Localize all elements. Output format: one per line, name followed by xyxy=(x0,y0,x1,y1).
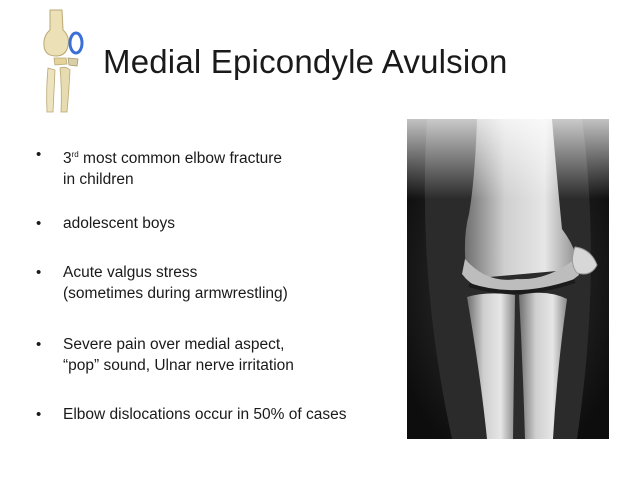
bullet-marker: • xyxy=(36,146,42,163)
bullet-marker: • xyxy=(36,264,42,281)
bullet-text xyxy=(63,213,175,234)
bullet-line: most common elbow fracture xyxy=(78,150,283,167)
bullet-line: in children xyxy=(63,171,134,188)
bullet-marker: • xyxy=(36,406,42,423)
bullet-text xyxy=(63,334,294,376)
bullet-line: adolescent boys xyxy=(63,215,176,232)
bullet-line: (sometimes during armwrestling) xyxy=(63,285,288,302)
ordinal-suffix: rd xyxy=(71,150,79,159)
elbow-bones-logo-icon xyxy=(36,8,92,114)
bullet-text xyxy=(63,404,346,425)
ordinal-number: 3 xyxy=(63,150,72,167)
bullet-line: Elbow dislocations occur in 50% of cases xyxy=(63,406,347,423)
bullet-line: “pop” sound, Ulnar nerve irritation xyxy=(63,357,294,374)
bullet-marker: • xyxy=(36,336,42,353)
elbow-xray-image xyxy=(407,119,609,439)
bullet-text xyxy=(63,262,288,304)
bullet-line: Severe pain over medial aspect, xyxy=(63,336,285,353)
slide-title: Medial Epicondyle Avulsion xyxy=(103,43,508,80)
bullet-text xyxy=(63,144,282,190)
bullet-line: Acute valgus stress xyxy=(63,264,198,281)
bullet-marker: • xyxy=(36,215,42,232)
